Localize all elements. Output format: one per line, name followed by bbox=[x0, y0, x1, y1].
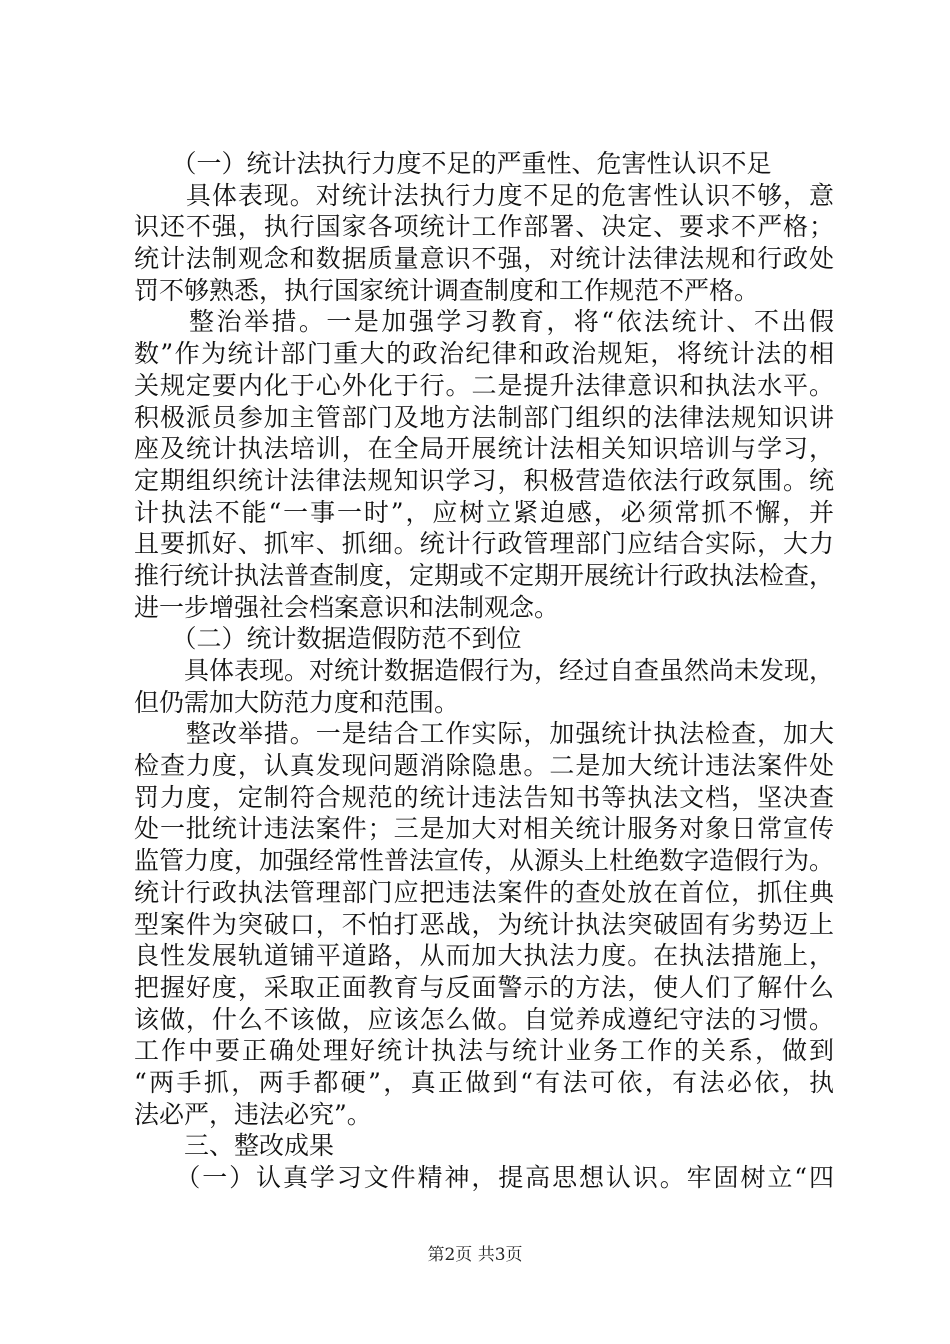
text-line: 定期组织统计法律法规知识学习，积极营造依法行政氛围。统 bbox=[134, 465, 834, 495]
text-line: 三、整改成果 bbox=[134, 1131, 335, 1161]
text-line: 推行统计执法普查制度，定期或不定期开展统计行政执法检查， bbox=[134, 560, 835, 590]
text-line: 积极派员参加主管部门及地方法制部门组织的法律法规知识讲 bbox=[134, 402, 834, 432]
text-line: 具体表现。对统计法执行力度不足的危害性认识不够，意 bbox=[134, 180, 834, 210]
text-line: 法必严，违法必究”。 bbox=[134, 1099, 372, 1129]
text-line: “两手抓，两手都硬”，真正做到“有法可依，有法必依，执 bbox=[134, 1067, 834, 1097]
text-line: 该做，什么不该做，应该怎么做。自觉养成遵纪守法的习惯。 bbox=[134, 1004, 834, 1034]
text-line: （一）认真学习文件精神，提高思想认识。牢固树立“四 bbox=[134, 1163, 834, 1192]
text-line: （二）统计数据造假防范不到位 bbox=[134, 624, 522, 654]
document-body bbox=[134, 148, 834, 1194]
text-line: 计执法不能“一事一时”，应树立紧迫感，必须常抓不懈，并 bbox=[134, 497, 834, 527]
text-line: 识还不强，执行国家各项统计工作部署、决定、要求不严格； bbox=[134, 212, 834, 242]
text-line: 但仍需加大防范力度和范围。 bbox=[134, 687, 460, 717]
text-line: 且要抓好、抓牢、抓细。统计行政管理部门应结合实际，大力 bbox=[134, 529, 834, 559]
text-line: 座及统计执法培训，在全局开展统计法相关知识培训与学习， bbox=[134, 434, 834, 464]
text-line: 工作中要正确处理好统计执法与统计业务工作的关系，做到 bbox=[134, 1036, 834, 1066]
text-line: 把握好度，采取正面教育与反面警示的方法，使人们了解什么 bbox=[134, 972, 834, 1002]
text-line: 统计法制观念和数据质量意识不强，对统计法律法规和行政处 bbox=[134, 244, 834, 274]
text-line: 罚不够熟悉，执行国家统计调查制度和工作规范不严格。 bbox=[134, 275, 760, 305]
text-line: 型案件为突破口，不怕打恶战，为统计执法突破固有劣势迈上 bbox=[134, 909, 834, 939]
text-line: 具体表现。对统计数据造假行为，经过自查虽然尚未发现， bbox=[134, 656, 835, 685]
text-line: 检查力度，认真发现问题消除隐患。二是加大统计违法案件处 bbox=[134, 751, 834, 781]
text-line: 良性发展轨道铺平道路，从而加大执法力度。在执法措施上， bbox=[134, 941, 834, 971]
text-line: 整治举措。一是加强学习教育，将“依法统计、不出假 bbox=[134, 307, 834, 337]
text-line: 罚力度，定制符合规范的统计违法告知书等执法文档，坚决查 bbox=[134, 782, 834, 812]
page-footer: 第2页 共3页 bbox=[427, 1245, 523, 1265]
text-line: 关规定要内化于心外化于行。二是提升法律意识和执法水平。 bbox=[134, 370, 834, 400]
text-line: 处一批统计违法案件；三是加大对相关统计服务对象日常宣传 bbox=[134, 814, 834, 844]
text-line: 进一步增强社会档案意识和法制观念。 bbox=[134, 592, 560, 622]
text-line: （一）统计法执行力度不足的严重性、危害性认识不足 bbox=[134, 149, 772, 178]
text-line: 数”作为统计部门重大的政治纪律和政治规矩，将统计法的相 bbox=[134, 339, 834, 369]
text-line: 监管力度，加强经常性普法宣传，从源头上杜绝数字造假行为。 bbox=[134, 846, 835, 876]
text-line: 整改举措。一是结合工作实际，加强统计执法检查，加大 bbox=[134, 719, 834, 749]
text-line: 统计行政执法管理部门应把违法案件的查处放在首位，抓住典 bbox=[134, 877, 834, 907]
